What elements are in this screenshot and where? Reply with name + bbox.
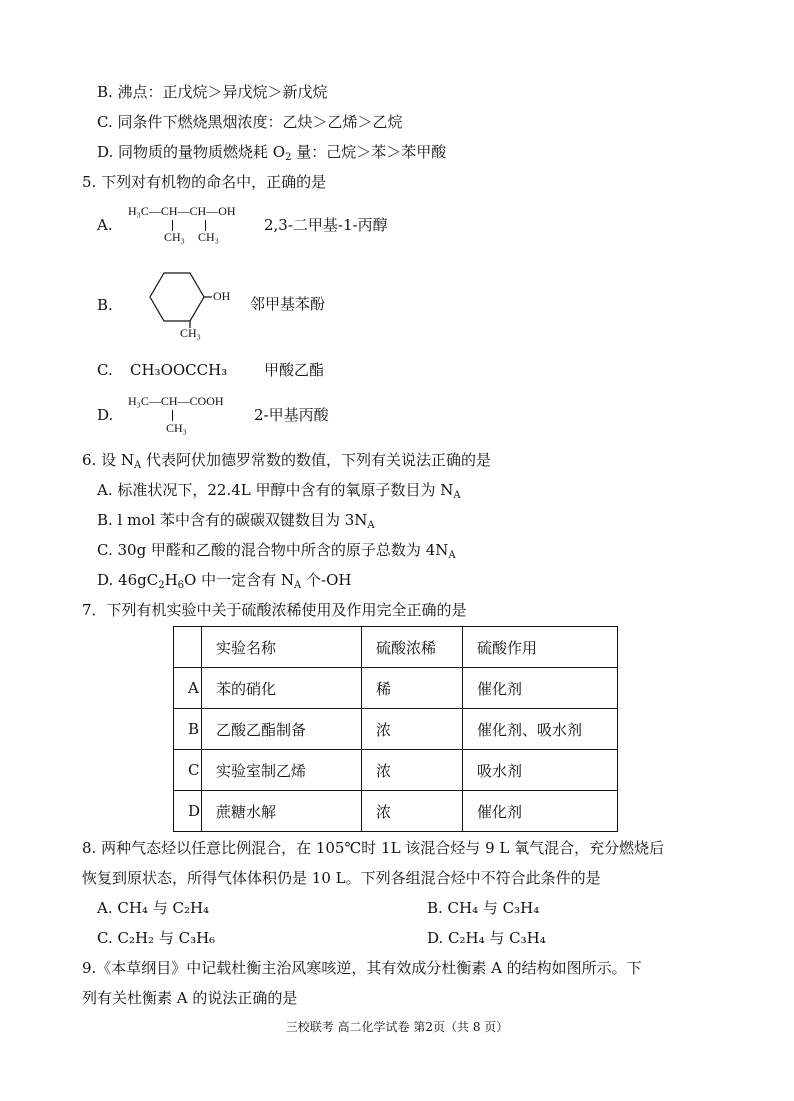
q5-d-formula-main: H₃C—CH—COOH [128,394,224,408]
table-header-cell: 硫酸浓稀 [362,627,463,668]
table-header-cell [174,627,202,668]
table-cell: 浓 [362,750,463,791]
table-cell: 吸水剂 [463,750,618,791]
q5-a-ch3-1: CH₃ [164,230,185,244]
q5-a-name: 2,3-二甲基-1-丙醇 [264,216,388,234]
q6-stem: 6. 设 $N_A$ 代表阿伏加德罗常数的数值，下列有关说法正确的是 [82,451,491,471]
table-cell: 催化剂 [463,668,618,709]
q5-c-name: 甲酸乙酯 [264,361,325,379]
q5-d-bond [172,410,173,421]
q8-option-c: C. C₂H₂ 与 C₃H₆ [97,929,216,947]
table-row [174,791,618,832]
table-header-row [174,627,618,668]
table-cell: 催化剂 [463,791,618,832]
table-cell: 稀 [362,668,463,709]
table-row [174,709,618,750]
q6-option-a: A. 标准状况下，22.4L 甲醇中含有的氧原子数目为 $N_A$ [97,481,461,501]
table-header-cell: 实验名称 [202,627,362,668]
table-cell: 浓 [362,709,463,750]
q6-option-d: D. $46gC_2H_6O$ 中一定含有 $N_A$ 个-OH [97,571,352,591]
table-header-cell: 硫酸作用 [463,627,618,668]
table-cell: D [174,791,202,832]
q5-stem: 5. 下列对有机物的命名中，正确的是 [82,173,327,191]
q5-c-label: C. [97,361,113,379]
q4-option-b: B. 沸点：正戊烷＞异戊烷＞新戊烷 [97,83,328,101]
cyclohexane-ring-icon [148,270,218,330]
table-row [174,750,618,791]
q6-option-b: B. l mol 苯中含有的碳碳双键数目为 $3N_A$ [97,511,375,531]
q5-b-name: 邻甲基苯酚 [250,295,326,313]
q5-b-label: B. [97,296,113,314]
table-cell: B [174,709,202,750]
q5-a-label: A. [97,216,113,234]
q8-stem-line1: 8. 两种气态烃以任意比例混合，在 105℃时 1L 该混合烃与 9 L 氧气混合，充分燃烧后 [82,839,665,857]
table-cell: C [174,750,202,791]
q7-stem: 7．下列有机实验中关于硫酸浓稀使用及作用完全正确的是 [82,601,467,619]
q7-table [173,626,618,832]
q8-option-d: D. C₂H₄ 与 C₃H₄ [427,929,546,947]
q4-option-c: C. 同条件下燃烧黑烟浓度：乙炔＞乙烯＞乙烷 [97,113,403,131]
q5-b-ch3: CH₃ [180,326,201,340]
table-cell: 乙酸乙酯制备 [202,709,362,750]
q5-d-label: D. [97,406,114,424]
q5-b-oh: OH [213,289,231,303]
table-row [174,668,618,709]
q9-stem-line2: 列有关杜衡素 A 的说法正确的是 [82,989,298,1007]
q5-c-formula: CH₃OOCCH₃ [130,361,228,379]
q5-d-name: 2-甲基丙酸 [254,406,329,424]
q8-stem-line2: 恢复到原状态，所得气体体积仍是 10 L。下列各组混合烃中不符合此条件的是 [82,869,601,887]
table-cell: 催化剂、吸水剂 [463,709,618,750]
q5-a-formula-main: H₃C—CH—CH—OH [128,204,236,218]
q8-option-a: A. CH₄ 与 C₂H₄ [97,899,210,917]
q9-stem-line1: 9.《本草纲目》中记载杜衡主治风寒咳逆，其有效成分杜衡素 A 的结构如图所示。下 [82,959,642,977]
table-cell: A [174,668,202,709]
page-footer: 三校联考 高二化学试卷 第2页（共 8 页） [285,1020,509,1034]
table-cell: 实验室制乙烯 [202,750,362,791]
q4-option-d: D. 同物质的量物质燃烧耗 $O_2$ 量：己烷＞苯＞苯甲酸 [97,143,447,163]
q8-option-b: B. CH₄ 与 C₃H₄ [427,899,540,917]
table-cell: 浓 [362,791,463,832]
q5-d-ch3: CH₃ [166,421,187,435]
q5-a-ch3-2: CH₃ [198,230,219,244]
table-cell: 蔗糖水解 [202,791,362,832]
q6-option-c: C. 30g 甲醛和乙酸的混合物中所含的原子总数为 $4N_A$ [97,541,456,561]
table-cell: 苯的硝化 [202,668,362,709]
